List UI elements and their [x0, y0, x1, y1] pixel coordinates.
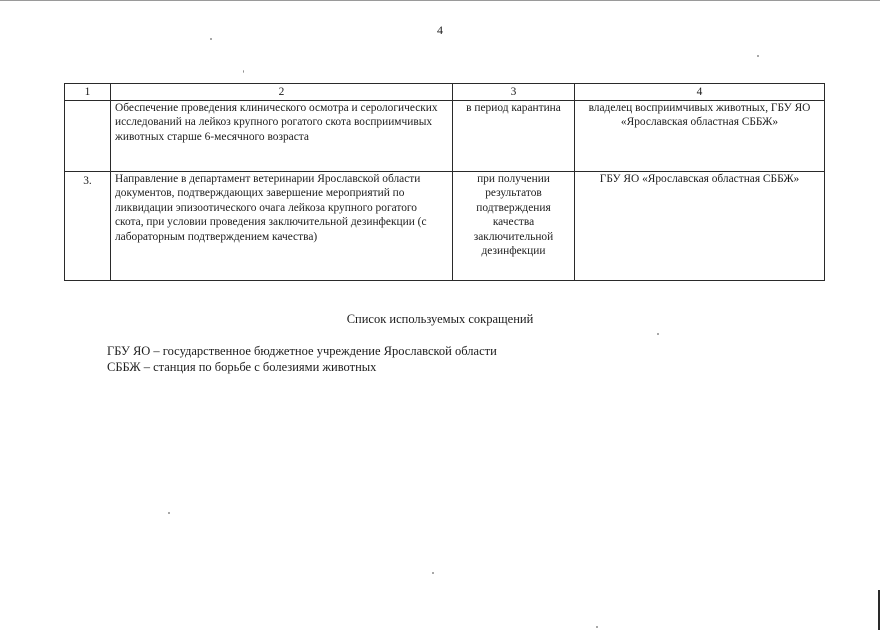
- row-term: в период карантина: [453, 101, 575, 172]
- column-header: 4: [575, 84, 825, 101]
- row-action: Направление в департамент ветеринарии Ярославской области документов, подтверждающих завершение мероприятий по ликвидации эпизоотического очага лейкоза крупного рогатого скота, при условии проведения заключительной дезинфекции (с лабораторным подтверждением качества): [111, 172, 453, 281]
- row-number: 3.: [65, 172, 111, 281]
- abbreviation-item: СББЖ – станция по борьбе с болезиями животных: [107, 360, 377, 374]
- table-header-row: [65, 84, 825, 101]
- column-header: 3: [453, 84, 575, 101]
- row-term: при получении результатов подтверждения качества заключительной дезинфекции: [453, 172, 575, 281]
- page-number: 4: [437, 23, 443, 37]
- row-responsible: владелец восприимчивых животных, ГБУ ЯО «Ярославская областная СББЖ»: [575, 101, 825, 172]
- scan-speck: [596, 626, 598, 628]
- scan-speck: [757, 55, 759, 57]
- column-header: 1: [65, 84, 111, 101]
- abbreviations-list: [107, 343, 497, 375]
- scan-speck: [432, 572, 434, 574]
- table-row: [65, 172, 825, 281]
- scan-speck: [210, 38, 212, 40]
- column-header: 2: [111, 84, 453, 101]
- scan-speck: [243, 70, 244, 73]
- row-responsible: ГБУ ЯО «Ярославская областная СББЖ»: [575, 172, 825, 281]
- measures-table: [64, 83, 825, 281]
- abbreviation-item: ГБУ ЯО – государственное бюджетное учреждение Ярославской области: [107, 344, 497, 358]
- scan-speck: [168, 512, 170, 514]
- abbreviations-title: Список используемых сокращений: [346, 312, 534, 326]
- table-row: [65, 101, 825, 172]
- scan-speck: [657, 333, 659, 335]
- row-number: [65, 101, 111, 172]
- row-action: Обеспечение проведения клинического осмотра и серологических исследований на лейкоз крупного рогатого скота восприимчивых животных старше 6-месячного возраста: [111, 101, 453, 172]
- scan-border-top: [0, 0, 880, 1]
